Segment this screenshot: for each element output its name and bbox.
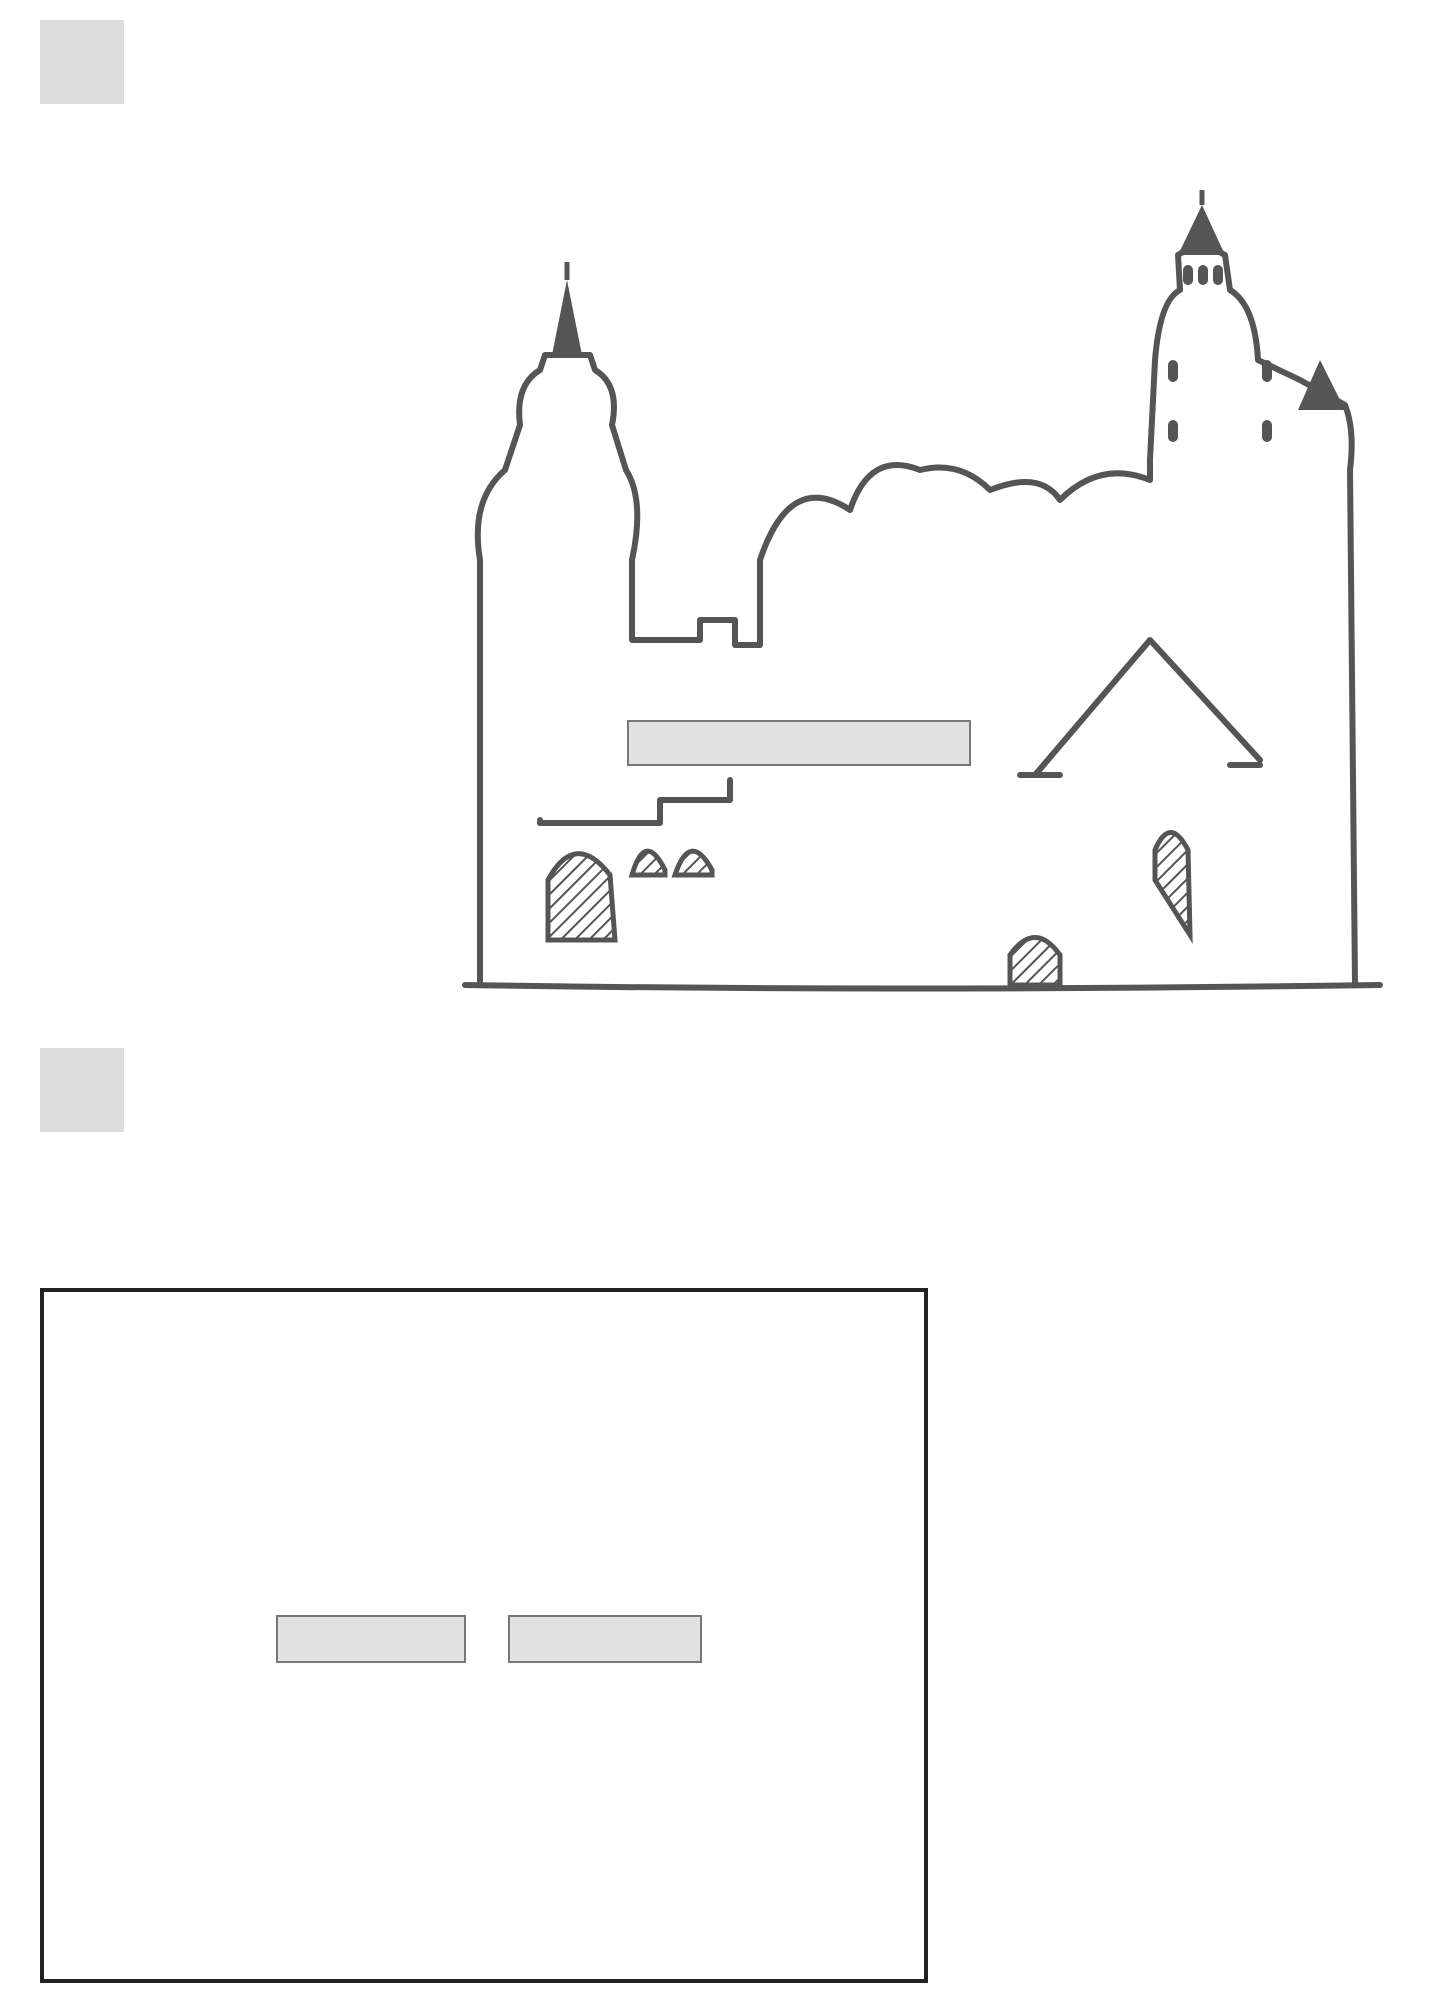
- puzzle-14-number: [40, 1048, 124, 1132]
- puzzle-14-highlight-sama: [276, 1615, 466, 1663]
- puzzle-14-grid-frame: [40, 1288, 928, 1983]
- puzzle-13-solution-highlight: [627, 720, 971, 766]
- puzzle-13-number: [40, 20, 124, 104]
- castle-drawing: [460, 185, 1390, 995]
- puzzle-14-highlight-voda: [508, 1615, 702, 1663]
